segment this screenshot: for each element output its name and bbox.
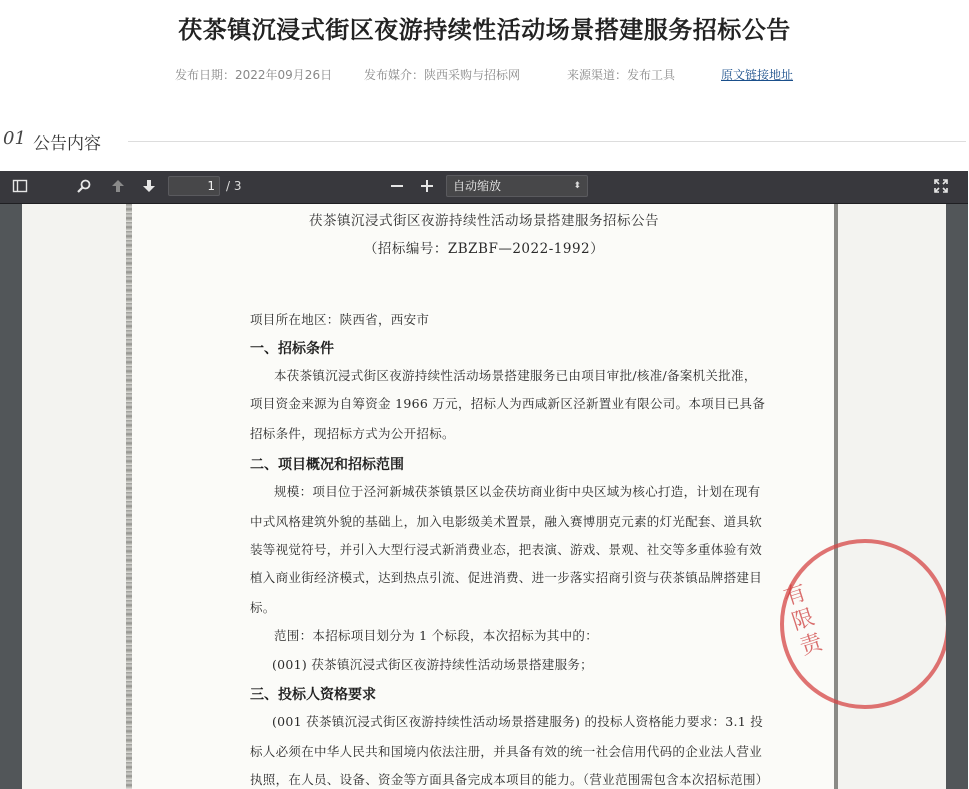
- paragraph-line: 招标条件，现招标方式为公开招标。: [250, 426, 455, 441]
- chevron-updown-icon: ⬍: [573, 181, 581, 191]
- paragraph-line: (001) 茯茶镇沉浸式街区夜游持续性活动场景搭建服务；: [272, 657, 593, 672]
- paragraph-line: 范围：本招标项目划分为 1 个标段，本次招标为其中的：: [274, 628, 599, 643]
- section-label: 公告内容: [33, 134, 101, 154]
- paragraph-line: 装等视觉符号，并引入大型行浸式新消费业态，把表演、游戏、景观、社交等多重体验有效: [250, 542, 763, 557]
- paragraph-line: (001 茯茶镇沉浸式街区夜游持续性活动场景搭建服务) 的投标人资格能力要求：3.1 投: [272, 714, 764, 729]
- zoom-out-icon[interactable]: [389, 178, 407, 196]
- page-number-input[interactable]: 1: [168, 176, 220, 196]
- heading-2: 二、项目概况和招标范围: [250, 457, 404, 473]
- section-number: 01: [3, 128, 26, 149]
- paragraph-line: 本茯茶镇沉浸式街区夜游持续性活动场景搭建服务已由项目审批/核准/备案机关批准，: [274, 368, 757, 383]
- paragraph-line: 中式风格建筑外貌的基础上，加入电影级美术置景，融入赛博朋克元素的灯光配套、道具软: [250, 514, 763, 529]
- zoom-select[interactable]: [446, 175, 588, 197]
- search-icon[interactable]: [76, 178, 94, 196]
- paragraph-line: 规模：项目位于泾河新城茯茶镇景区以金茯坊商业街中央区域为核心打造，计划在现有: [274, 484, 761, 499]
- paragraph-line: 标人必须在中华人民共和国境内依法注册，并具备有效的统一社会信用代码的企业法人营业: [250, 744, 763, 759]
- paragraph-line: 项目资金来源为自筹资金 1966 万元，招标人为西咸新区泾新置业有限公司。本项目已具备: [250, 396, 766, 411]
- heading-3: 三、投标人资格要求: [250, 687, 376, 703]
- sidebar-toggle-icon[interactable]: [12, 178, 30, 196]
- paragraph-line: 标。: [250, 600, 276, 615]
- publish-media: 发布媒介：陕西采购与招标网: [364, 68, 521, 82]
- page-title: 茯茶镇沉浸式街区夜游持续性活动场景搭建服务招标公告: [178, 16, 791, 44]
- seal-text: 有 限 责: [780, 580, 826, 661]
- zoom-select-label: 自动缩放: [453, 179, 502, 193]
- page-margin-left: [22, 204, 126, 789]
- fullscreen-icon[interactable]: [933, 178, 951, 196]
- heading-1: 一、招标条件: [250, 341, 334, 357]
- paragraph-line: 执照，在人员、设备、资金等方面具备完成本项目的能力。（营业范围需包含本次招标范围）: [250, 772, 769, 787]
- pdf-viewer: [0, 171, 968, 789]
- original-link[interactable]: 原文链接地址: [721, 68, 794, 82]
- paragraph-line: 植入商业街经济模式，达到热点引流、促进消费、进一步落实招商引资与茯茶镇品牌搭建目: [250, 570, 763, 585]
- page-up-icon[interactable]: [110, 178, 128, 196]
- zoom-in-icon[interactable]: [419, 178, 437, 196]
- section-divider: [128, 141, 966, 142]
- document-code: （招标编号：ZBZBF—2022-1992）: [363, 241, 605, 257]
- page-total: / 3: [226, 179, 242, 193]
- pdf-toolbar: [0, 171, 968, 204]
- publish-date: 发布日期：2022年09月26日: [175, 68, 333, 82]
- pdf-page: [22, 204, 946, 789]
- page-down-icon[interactable]: [141, 178, 159, 196]
- region-line: 项目所在地区：陕西省，西安市: [250, 312, 430, 327]
- source-channel: 来源渠道：发布工具: [567, 68, 676, 82]
- scan-edge-left: [126, 204, 132, 789]
- document-title: 茯茶镇沉浸式街区夜游持续性活动场景搭建服务招标公告: [309, 213, 659, 229]
